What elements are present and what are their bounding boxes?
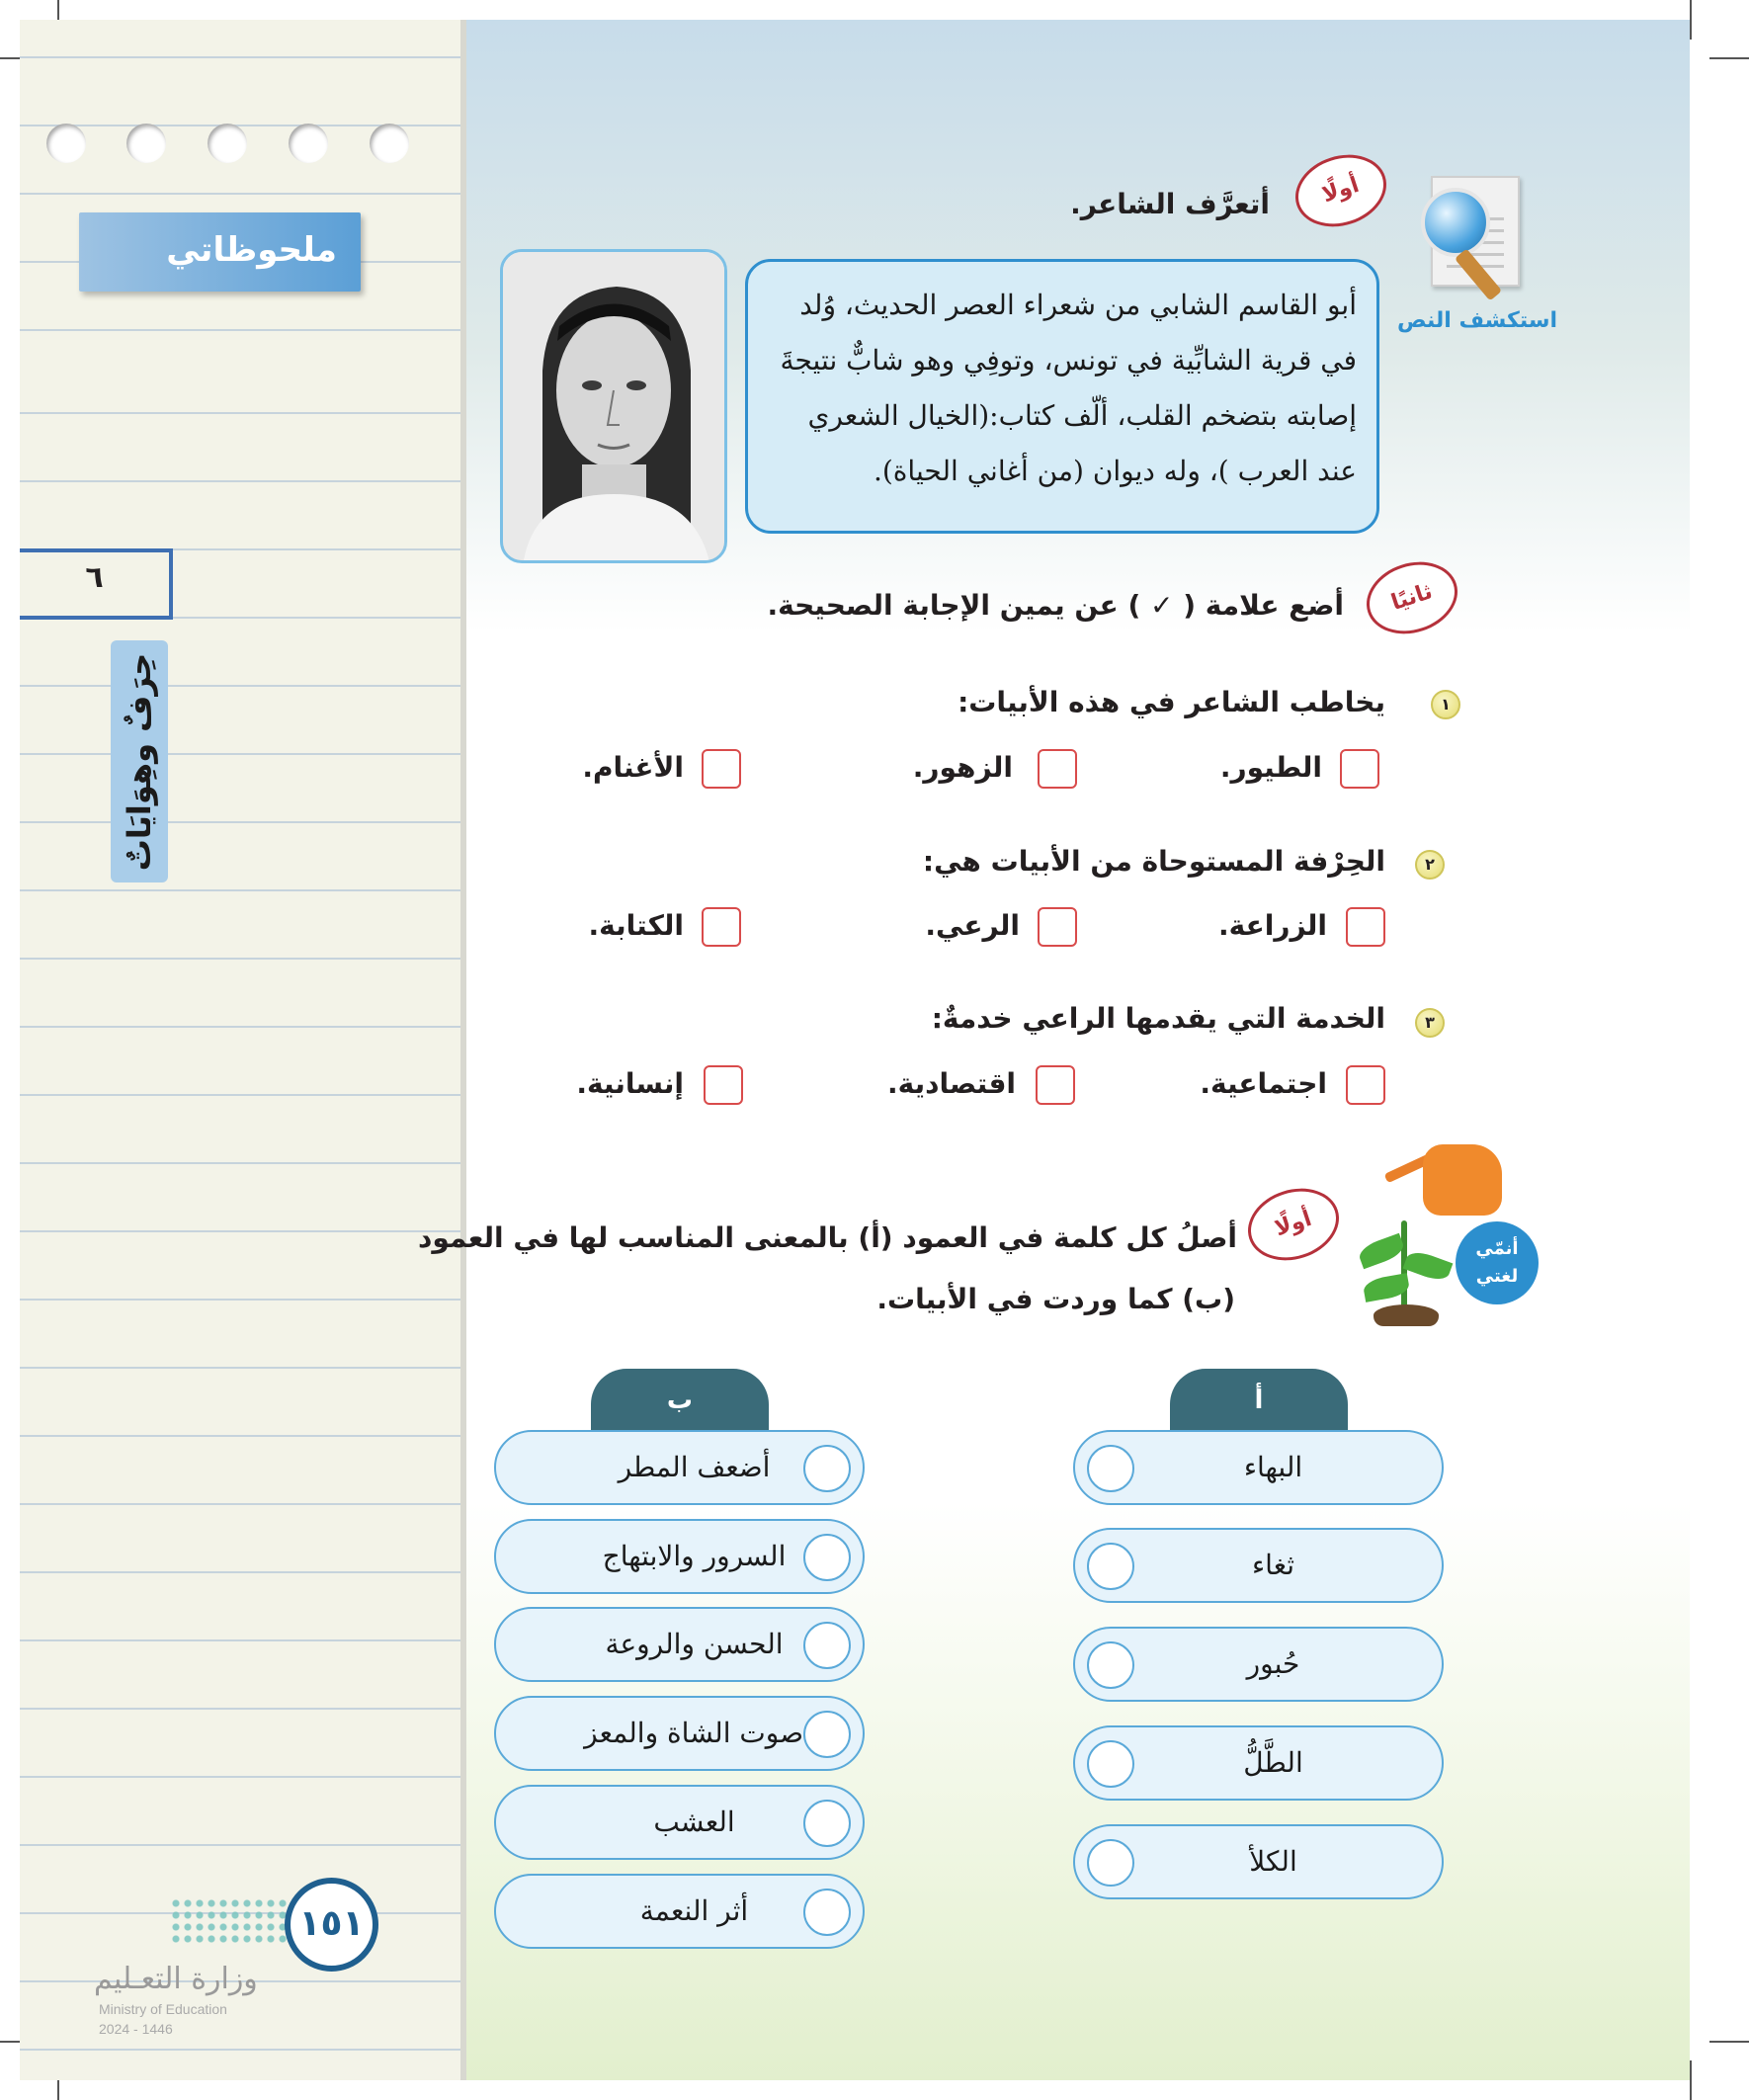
portrait-drawing (503, 252, 727, 563)
match-circle[interactable] (1087, 1740, 1134, 1788)
unit-number: ٦ (20, 548, 173, 620)
column-a-item[interactable] (1073, 1725, 1444, 1801)
bio-line: إصابته بتضخم القلب، ألّف كتاب:(الخيال الشعري (807, 399, 1357, 432)
answer-checkbox[interactable] (1036, 1065, 1075, 1105)
notes-panel (20, 20, 466, 2080)
column-b-meaning: أضعف المطر (618, 1451, 771, 1483)
answer-checkbox[interactable] (1340, 749, 1379, 789)
question-number: ١ (1431, 690, 1460, 719)
column-b-meaning: العشب (653, 1806, 735, 1838)
column-b-item[interactable] (494, 1519, 865, 1594)
column-a-word: الطَّلُّ (1243, 1746, 1303, 1779)
answer-checkbox[interactable] (1346, 1065, 1385, 1105)
bio-line: عند العرب )، وله ديوان (من أغاني الحياة). (873, 455, 1357, 487)
column-b-header: ب (591, 1369, 769, 1438)
binder-hole (126, 124, 166, 163)
crop-mark (1690, 2060, 1692, 2100)
column-a-word: ثغاء (1252, 1549, 1294, 1581)
column-a-word: البهاء (1243, 1451, 1303, 1483)
answer-checkbox[interactable] (704, 1065, 743, 1105)
answer-option: الكتابة. (588, 909, 684, 942)
explore-text-label: استكشف النص (1397, 308, 1557, 333)
section-badge-third: أولًا (1238, 1177, 1348, 1272)
soil-icon (1374, 1304, 1439, 1326)
column-b-item[interactable] (494, 1430, 865, 1505)
match-circle[interactable] (1087, 1543, 1134, 1590)
column-b-item[interactable] (494, 1785, 865, 1860)
watering-can-icon (1423, 1144, 1502, 1216)
section2-heading: أضع علامة ( ✓ ) عن يمين الإجابة الصحيحة. (767, 589, 1344, 622)
bio-line: أبو القاسم الشابي من شعراء العصر الحديث، وُلد (799, 289, 1357, 321)
poet-portrait (500, 249, 727, 563)
column-b-item[interactable] (494, 1607, 865, 1682)
match-circle[interactable] (803, 1534, 851, 1581)
notes-title: ملحوظاتي (79, 212, 361, 292)
answer-option: اجتماعية. (1200, 1067, 1327, 1100)
unit-title: حِرَفٌ وهِوَايَاتٌ (121, 652, 158, 871)
column-a-word: حُبور (1246, 1647, 1300, 1680)
match-circle[interactable] (1087, 1445, 1134, 1492)
magnifier-icon (1421, 188, 1490, 257)
answer-option: الرعي. (925, 909, 1020, 942)
section-badge-first: أولًا (1286, 143, 1395, 238)
crop-mark (1709, 57, 1749, 59)
column-b-item[interactable] (494, 1696, 865, 1771)
answer-checkbox[interactable] (1038, 749, 1077, 789)
answer-option: الزراعة. (1218, 909, 1327, 942)
binder-hole (46, 124, 86, 163)
section-badge-second: ثانيًا (1357, 550, 1466, 645)
match-circle[interactable] (1087, 1839, 1134, 1887)
column-b-meaning: السرور والابتهاج (602, 1540, 787, 1572)
question-text: الحِرْفة المستوحاة من الأبيات هي: (922, 845, 1385, 878)
column-a-item[interactable] (1073, 1627, 1444, 1702)
question-number: ٣ (1415, 1008, 1445, 1038)
grow-badge-line: لغتي (1475, 1266, 1519, 1287)
answer-option: الزهور. (912, 751, 1013, 784)
ministry-logo-dots (170, 1897, 287, 1945)
question-number: ٢ (1415, 850, 1445, 880)
answer-checkbox[interactable] (1038, 907, 1077, 947)
binder-hole (208, 124, 247, 163)
match-circle[interactable] (803, 1711, 851, 1758)
section3-heading-line1: أصلُ كل كلمة في العمود (أ) بالمعنى المناسب لها في العمود (418, 1221, 1237, 1254)
answer-option: الأغنام. (582, 751, 684, 784)
match-circle[interactable] (803, 1889, 851, 1936)
binder-hole (289, 124, 328, 163)
column-b-item[interactable] (494, 1874, 865, 1949)
poet-bio-box (745, 259, 1379, 534)
answer-option: إنسانية. (576, 1067, 684, 1100)
column-a-header: أ (1170, 1369, 1348, 1438)
column-b-meaning: الحسن والروعة (605, 1628, 784, 1660)
match-circle[interactable] (803, 1622, 851, 1669)
answer-checkbox[interactable] (1346, 907, 1385, 947)
crop-mark (1709, 2041, 1749, 2043)
ministry-year: 2024 - 1446 (99, 2021, 173, 2037)
ministry-name-en: Ministry of Education (99, 2001, 227, 2017)
column-a-item[interactable] (1073, 1824, 1444, 1899)
page-number: ١٥١ (285, 1878, 378, 1972)
ministry-name-ar: وزارة التعـليم (94, 1962, 258, 1996)
grow-my-language-badge (1456, 1221, 1539, 1304)
column-b-meaning: صوت الشاة والمعز (584, 1717, 803, 1749)
answer-option: الطيور. (1219, 751, 1322, 784)
section3-heading-line2: (ب) كما وردت في الأبيات. (876, 1283, 1235, 1315)
question-text: الخدمة التي يقدمها الراعي خدمةٌ: (931, 1002, 1385, 1035)
column-a-item[interactable] (1073, 1430, 1444, 1505)
column-a-word: الكلأ (1249, 1845, 1297, 1878)
answer-option: اقتصادية. (887, 1067, 1016, 1100)
match-circle[interactable] (803, 1800, 851, 1847)
column-a-item[interactable] (1073, 1528, 1444, 1603)
unit-title-tab (111, 640, 168, 882)
bio-line: في قرية الشابِّية في تونس، وتوفِي وهو شابٌّ نتيجةَ (780, 344, 1357, 377)
answer-checkbox[interactable] (702, 749, 741, 789)
match-circle[interactable] (803, 1445, 851, 1492)
question-text: يخاطب الشاعر في هذه الأبيات: (958, 686, 1385, 718)
crop-mark (1690, 0, 1692, 40)
grow-badge-line: أنمّي (1475, 1238, 1519, 1259)
column-b-meaning: أثر النعمة (639, 1894, 749, 1927)
binder-hole (370, 124, 409, 163)
match-circle[interactable] (1087, 1641, 1134, 1689)
answer-checkbox[interactable] (702, 907, 741, 947)
section1-heading: أتعرَّف الشاعر. (1070, 188, 1270, 220)
